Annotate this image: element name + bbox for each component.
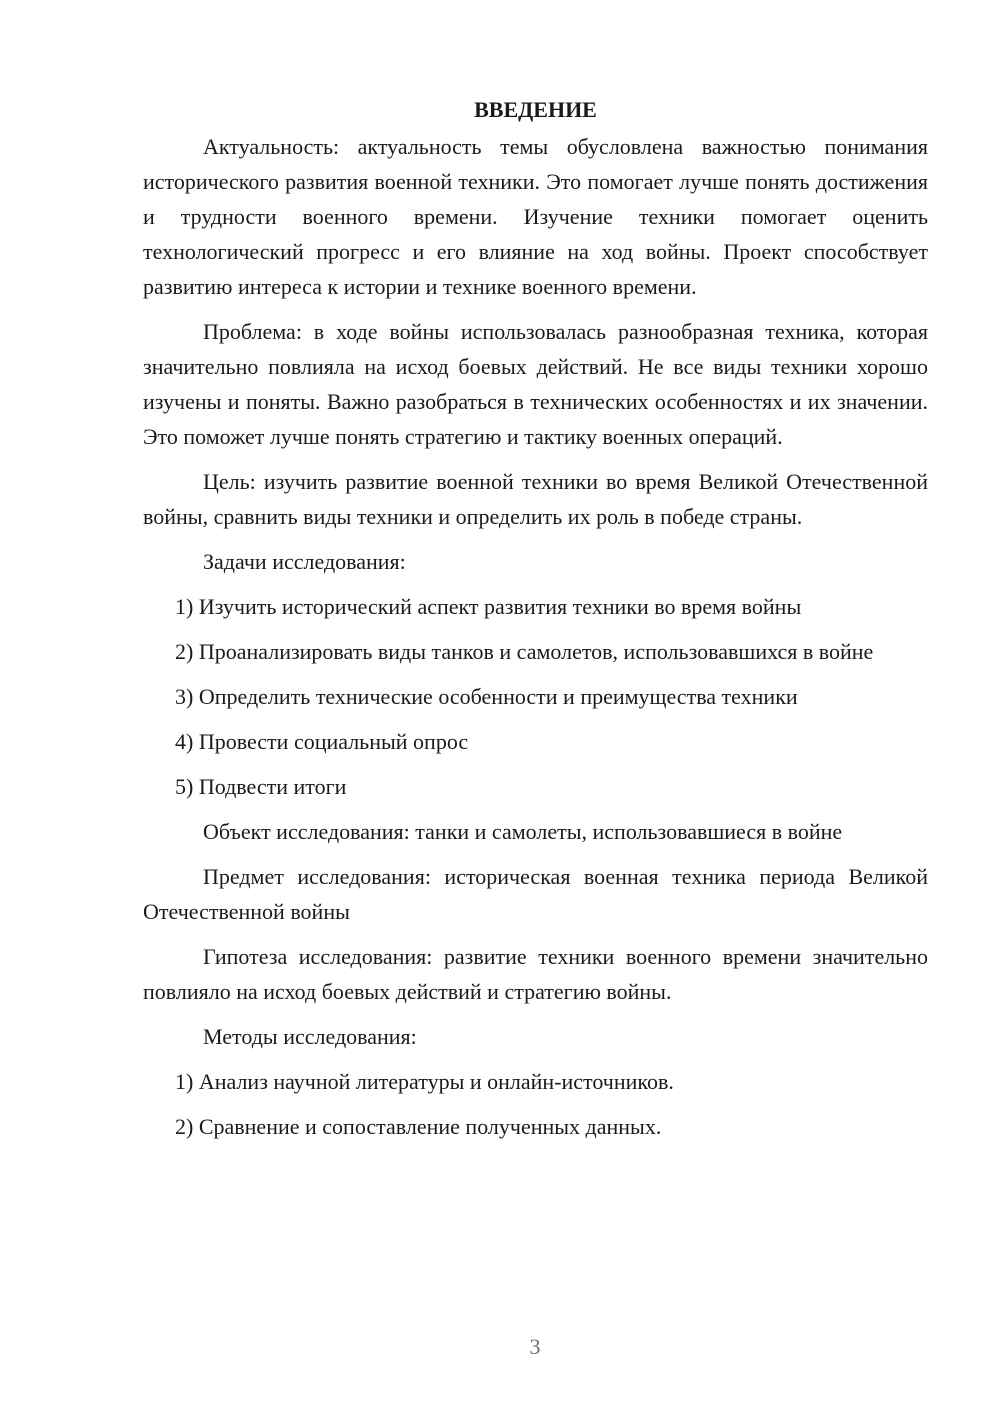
document-page — [143, 92, 928, 1154]
methods-heading: Методы исследования: — [203, 1024, 417, 1049]
tasks-heading: Задачи исследования: — [203, 549, 406, 574]
problem-paragraph: Проблема: в ходе войны использовалась разнообразная техника, которая значительно повлияла на исход боевых действий. Не все виды техники хорошо изучены и поняты. Важно разобраться в технических особенностях и их значении. Это поможет лучше понять стратегию и тактику военных операций. — [143, 319, 928, 449]
method-item-2: 2) Сравнение и сопоставление полученных данных. — [175, 1114, 662, 1139]
goal-paragraph: Цель: изучить развитие военной техники во время Великой Отечественной войны, сравнить виды техники и определить их роль в победе страны. — [143, 469, 928, 529]
hypothesis-paragraph: Гипотеза исследования: развитие техники военного времени значительно повлияло на исход боевых действий и стратегию войны. — [143, 944, 928, 1004]
object-paragraph: Объект исследования: танки и самолеты, использовавшиеся в войне — [203, 819, 843, 844]
page-number: 3 — [529, 1334, 541, 1359]
task-item-4: 4) Провести социальный опрос — [175, 729, 469, 754]
task-item-5: 5) Подвести итоги — [175, 774, 347, 799]
subject-paragraph: Предмет исследования: историческая военная техника периода Великой Отечественной войны — [143, 864, 928, 924]
relevance-paragraph: Актуальность: актуальность темы обусловлена важностью понимания исторического развития военной техники. Это помогает лучше понять достижения и трудности военного времени. Изучение техники помогает оценить технологический прогресс и его влияние на ход войны. Проект способствует развитию интереса к истории и технике военного времени. — [143, 134, 928, 299]
method-item-1: 1) Анализ научной литературы и онлайн-источников. — [175, 1069, 674, 1094]
task-item-3: 3) Определить технические особенности и преимущества техники — [175, 684, 798, 709]
task-item-1: 1) Изучить исторический аспект развития техники во время войны — [175, 594, 802, 619]
task-item-2: 2) Проанализировать виды танков и самолетов, использовавшихся в войне — [175, 639, 874, 664]
section-title: ВВЕДЕНИЕ — [474, 97, 597, 122]
